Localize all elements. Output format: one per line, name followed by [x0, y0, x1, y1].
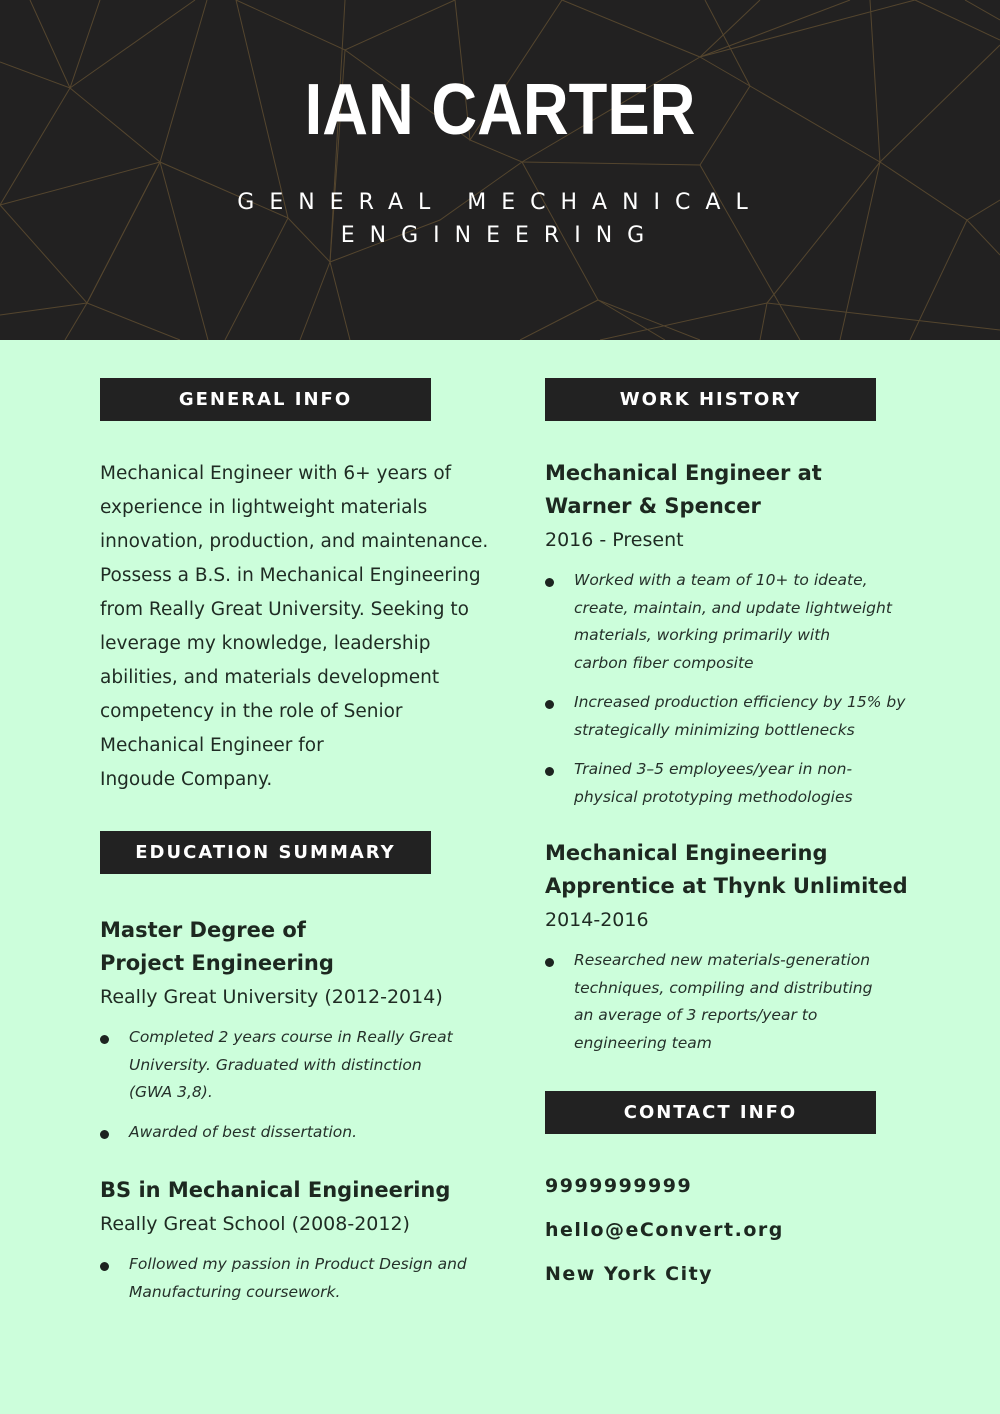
list-item: Followed my passion in Product Design and Manufacturing coursework.	[100, 1251, 500, 1306]
list-item: Increased production efficiency by 15% by strategically minimizing bottlenecks	[545, 689, 945, 744]
work-entry-warner-spencer	[545, 457, 945, 811]
job-bullet-list	[545, 567, 945, 811]
general-info-summary: Mechanical Engineer with 6+ years of experience in lightweight materials innovation, production, and maintenance. Possess a B.S. in Mechanical Engineering from Really Great University. Seeking to leverage my knowledge, leadership abilities, and materials development competency in the role of Senior Mechanical Engineer for Ingoude Company.	[100, 463, 489, 790]
candidate-title	[200, 186, 800, 252]
general-info-heading: GENERAL INFO	[100, 378, 431, 421]
education-bullet-list	[100, 1251, 500, 1306]
contact-phone: 9999999999	[545, 1175, 693, 1197]
job-dates: 2014-2016	[545, 909, 649, 931]
education-degree-title: BS in Mechanical Engineering	[100, 1178, 451, 1202]
bullet-icon	[100, 1035, 109, 1044]
geometric-pattern-background	[0, 0, 1000, 340]
left-column	[100, 378, 500, 1318]
resume-header	[0, 0, 1000, 340]
list-item: Researched new materials-generation techniques, compiling and distributing an average of 3 reports/year to engineering team	[545, 947, 945, 1057]
job-title: Mechanical Engineer at Warner & Spencer	[545, 461, 822, 518]
bullet-icon	[545, 958, 554, 967]
education-degree-title: Master Degree of Project Engineering	[100, 918, 334, 975]
candidate-name: IAN CARTER	[304, 70, 696, 150]
bullet-icon	[100, 1262, 109, 1271]
education-summary-heading: EDUCATION SUMMARY	[100, 831, 431, 874]
work-entry-thynk-unlimited	[545, 837, 945, 1057]
contact-location: New York City	[545, 1263, 714, 1285]
education-entry-bs	[100, 1174, 500, 1306]
candidate-title-line-1: GENERAL MECHANICAL	[237, 190, 763, 215]
education-entry-master	[100, 914, 500, 1146]
bullet-icon	[100, 1130, 109, 1139]
education-bullet-list	[100, 1024, 500, 1146]
list-item: Completed 2 years course in Really Great University. Graduated with distinction (GWA 3,8).	[100, 1024, 500, 1107]
list-item: Worked with a team of 10+ to ideate, create, maintain, and update lightweight materials, working primarily with carbon fiber composite	[545, 567, 945, 677]
bullet-icon	[545, 578, 554, 587]
education-school: Really Great School (2008-2012)	[100, 1213, 410, 1235]
job-dates: 2016 - Present	[545, 529, 684, 551]
job-bullet-list	[545, 947, 945, 1057]
education-school: Really Great University (2012-2014)	[100, 986, 443, 1008]
job-title: Mechanical Engineering Apprentice at Thynk Unlimited	[545, 841, 908, 898]
list-item: Trained 3–5 employees/year in non- physical prototyping methodologies	[545, 756, 945, 811]
bullet-icon	[545, 700, 554, 709]
work-history-heading: WORK HISTORY	[545, 378, 876, 421]
contact-list	[545, 1164, 945, 1296]
list-item: Awarded of best dissertation.	[100, 1119, 500, 1147]
contact-email[interactable]: hello@eConvert.org	[545, 1219, 784, 1241]
bullet-icon	[545, 767, 554, 776]
candidate-title-line-2: ENGINEERING	[340, 223, 660, 248]
right-column	[545, 378, 945, 1296]
contact-info-heading: CONTACT INFO	[545, 1091, 876, 1134]
